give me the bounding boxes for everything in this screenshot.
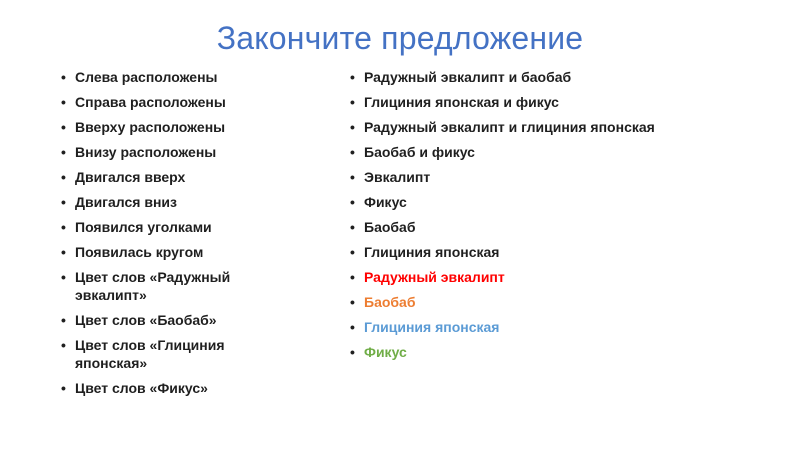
list-item-text: Внизу расположены	[75, 144, 217, 160]
slide-title: Закончите предложение	[216, 20, 584, 56]
list-item	[61, 336, 291, 372]
list-item-text: Цвет слов «Баобаб»	[75, 312, 217, 328]
bullet-icon: •	[61, 194, 66, 210]
list-item	[350, 218, 750, 236]
bullet-icon: •	[350, 94, 355, 110]
bullet-icon: •	[61, 337, 66, 353]
list-item	[61, 218, 291, 236]
list-item-text: Баобаб	[364, 294, 416, 310]
bullet-icon: •	[350, 169, 355, 185]
list-item-text: Двигался вверх	[75, 169, 186, 185]
list-item	[61, 168, 291, 186]
list-item-text: Радужный эвкалипт и баобаб	[364, 69, 572, 85]
bullet-icon: •	[350, 144, 355, 160]
bullet-icon: •	[61, 69, 66, 85]
list-item-text: Эвкалипт	[364, 169, 431, 185]
bullet-icon: •	[350, 269, 355, 285]
list-item	[61, 311, 291, 329]
list-item-text: Баобаб	[364, 219, 416, 235]
left-bullet-list	[61, 68, 291, 404]
list-item	[350, 68, 750, 86]
bullet-icon: •	[350, 69, 355, 85]
right-bullet-list	[350, 68, 750, 368]
bullet-icon: •	[350, 294, 355, 310]
bullet-icon: •	[350, 194, 355, 210]
bullet-icon: •	[61, 144, 66, 160]
bullet-icon: •	[350, 344, 355, 360]
bullet-icon: •	[61, 380, 66, 396]
list-item-text: Цвет слов «Фикус»	[75, 380, 208, 396]
list-item	[61, 143, 291, 161]
list-item-text: Появилась кругом	[75, 244, 204, 260]
list-item	[61, 93, 291, 111]
list-item	[350, 93, 750, 111]
list-item	[350, 343, 750, 361]
bullet-icon: •	[350, 119, 355, 135]
list-item-text: Фикус	[364, 344, 407, 360]
list-item	[61, 243, 291, 261]
list-item	[61, 379, 291, 397]
list-item-text: Радужный эвкалипт	[364, 269, 505, 285]
list-item-text: Двигался вниз	[75, 194, 177, 210]
list-item-text: Фикус	[364, 194, 407, 210]
bullet-icon: •	[61, 269, 66, 285]
list-item	[350, 243, 750, 261]
list-item	[350, 193, 750, 211]
bullet-icon: •	[61, 244, 66, 260]
list-item	[350, 268, 750, 286]
list-item-text: Слева расположены	[75, 69, 218, 85]
bullet-icon: •	[350, 319, 355, 335]
list-item-text: Цвет слов «Радужный эвкалипт»	[75, 269, 231, 303]
list-item	[350, 143, 750, 161]
list-item-text: Справа расположены	[75, 94, 226, 110]
list-item-text: Глициния японская и фикус	[364, 94, 559, 110]
list-item-text: Вверху расположены	[75, 119, 226, 135]
list-item	[61, 193, 291, 211]
bullet-icon: •	[61, 94, 66, 110]
list-item-text: Цвет слов «Глициния японская»	[75, 337, 225, 371]
list-item	[350, 293, 750, 311]
list-item	[350, 318, 750, 336]
list-item-text: Баобаб и фикус	[364, 144, 475, 160]
bullet-icon: •	[61, 119, 66, 135]
bullet-icon: •	[61, 219, 66, 235]
list-item-text: Глициния японская	[364, 319, 500, 335]
bullet-icon: •	[350, 244, 355, 260]
list-item	[61, 268, 291, 304]
list-item	[350, 118, 750, 136]
list-item	[350, 168, 750, 186]
bullet-icon: •	[61, 169, 66, 185]
bullet-icon: •	[61, 312, 66, 328]
list-item-text: Радужный эвкалипт и глициния японская	[364, 119, 655, 135]
bullet-icon: •	[350, 219, 355, 235]
list-item-text: Появился уголками	[75, 219, 212, 235]
list-item-text: Глициния японская	[364, 244, 500, 260]
list-item	[61, 118, 291, 136]
list-item	[61, 68, 291, 86]
